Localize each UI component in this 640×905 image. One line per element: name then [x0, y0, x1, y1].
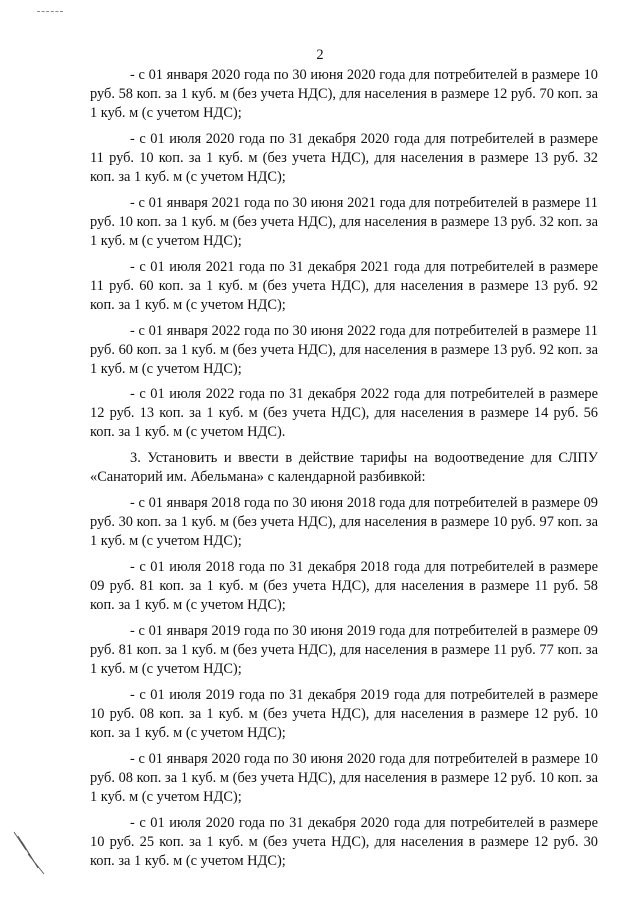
page-number: 2 — [316, 47, 324, 63]
tariff-item-2021-h2: - с 01 июля 2021 года по 31 декабря 2021 года для потребителей в размере 11 руб. 60 коп. за 1 куб. м (без учета НДС), для населения в размере 13 руб. 92 коп. за 1 куб. м (с учетом НДС); — [90, 258, 598, 313]
tariff-item-2020-h1: - с 01 января 2020 года по 30 июня 2020 года для потребителей в размере 10 руб. 58 коп. за 1 куб. м (без учета НДС), для населения в размере 12 руб. 70 коп. за 1 куб. м (с учетом НДС); — [90, 67, 598, 121]
section-3-heading: 3. Установить и ввести в действие тарифы на водоотведение для СЛПУ «Санаторий им. Абельмана» с календарной разбивкой: — [90, 450, 598, 486]
sewage-tariff-2020-h1: - с 01 января 2020 года по 30 июня 2020 года для потребителей в размере 10 руб. 08 коп. за 1 куб. м (без учета НДС), для населения в размере 12 руб. 10 коп. за 1 куб. м (с учетом НДС); — [90, 750, 598, 805]
tariff-item-2022-h2: - с 01 июля 2022 года по 31 декабря 2022 года для потребителей в размере 12 руб. 13 коп. за 1 куб. м (без учета НДС), для населения в размере 14 руб. 56 коп. за 1 куб. м (с учетом НДС). — [90, 386, 598, 441]
sewage-tariff-2020-h2: - с 01 июля 2020 года по 31 декабря 2020 года для потребителей в размере 10 руб. 25 коп. за 1 куб. м (без учета НДС), для населения в размере 12 руб. 30 коп. за 1 куб. м (с учетом НДС); — [90, 814, 598, 869]
scan-dash-mark — [37, 11, 63, 14]
sewage-tariff-2019-h1: - с 01 января 2019 года по 30 июня 2019 года для потребителей в размере 09 руб. 81 коп. за 1 куб. м (без учета НДС), для населения в размере 11 руб. 77 коп. за 1 куб. м (с учетом НДС); — [90, 623, 598, 678]
tariff-item-2020-h2: - с 01 июля 2020 года по 31 декабря 2020 года для потребителей в размере 11 руб. 10 коп. за 1 куб. м (без учета НДС), для населения в размере 13 руб. 32 коп. за 1 куб. м (с учетом НДС); — [90, 130, 598, 185]
document-body — [90, 66, 598, 878]
sewage-tariff-2019-h2: - с 01 июля 2019 года по 31 декабря 2019 года для потребителей в размере 10 руб. 08 коп. за 1 куб. м (без учета НДС), для населения в размере 12 руб. 10 коп. за 1 куб. м (с учетом НДС); — [90, 686, 598, 741]
tariff-item-2022-h1: - с 01 января 2022 года по 30 июня 2022 года для потребителей в размере 11 руб. 60 коп. за 1 куб. м (без учета НДС), для населения в размере 13 руб. 92 коп. за 1 куб. м (с учетом НДС); — [90, 322, 598, 377]
sewage-tariff-2018-h2: - с 01 июля 2018 года по 31 декабря 2018 года для потребителей в размере 09 руб. 81 коп. за 1 куб. м (без учета НДС), для населения в размере 11 руб. 58 коп. за 1 куб. м (с учетом НДС); — [90, 559, 598, 614]
handwritten-stroke-mark — [8, 828, 52, 878]
tariff-item-2021-h1: - с 01 января 2021 года по 30 июня 2021 года для потребителей в размере 11 руб. 10 коп. за 1 куб. м (без учета НДС), для населения в размере 13 руб. 32 коп. за 1 куб. м (с учетом НДС); — [90, 194, 598, 249]
sewage-tariff-2018-h1: - с 01 января 2018 года по 30 июня 2018 года для потребителей в размере 09 руб. 30 коп. за 1 куб. м (без учета НДС), для населения в размере 10 руб. 97 коп. за 1 куб. м (с учетом НДС); — [90, 495, 598, 550]
